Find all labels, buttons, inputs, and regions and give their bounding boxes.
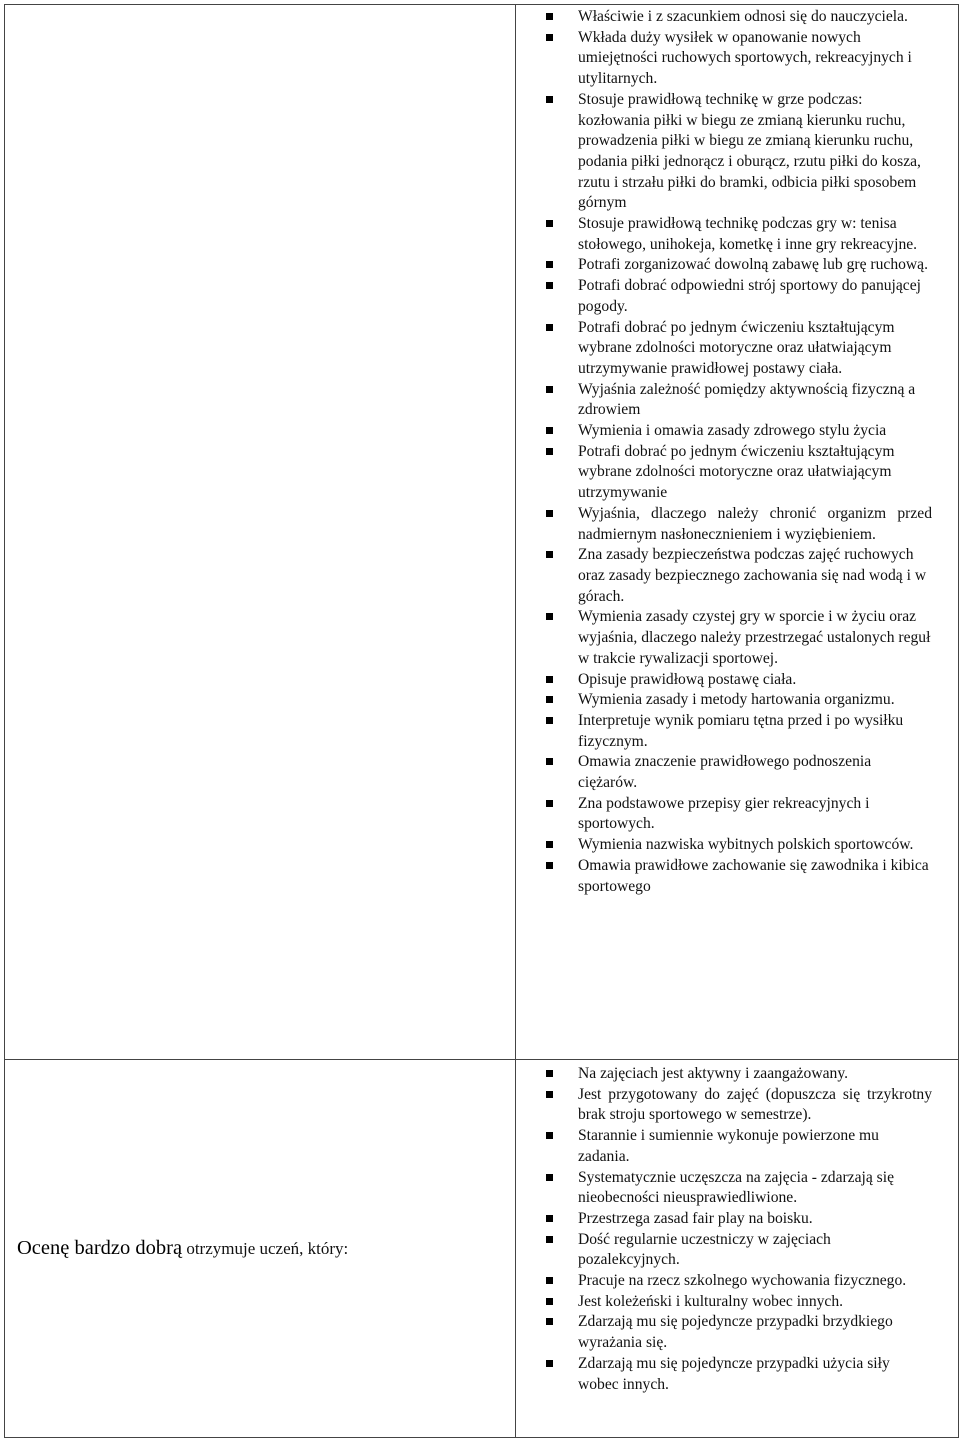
list-item: Potrafi dobrać po jednym ćwiczeniu kształtującym wybrane zdolności motoryczne oraz ułatwiającym utrzymywanie prawidłowej postawy ciała. <box>546 318 932 380</box>
list-item: Pracuje na rzecz szkolnego wychowania fizycznego. <box>546 1271 932 1292</box>
list-item: Wymienia zasady i metody hartowania organizmu. <box>546 690 932 711</box>
square-bullet-icon <box>546 862 553 869</box>
table-row <box>5 1060 959 1438</box>
square-bullet-icon <box>546 841 553 848</box>
square-bullet-icon <box>546 324 553 331</box>
list-item: Potrafi zorganizować dowolną zabawę lub grę ruchową. <box>546 255 932 276</box>
list-item: Dość regularnie uczestniczy w zajęciach pozalekcyjnych. <box>546 1230 932 1271</box>
grade-name: Ocenę bardzo dobrą <box>17 1237 183 1259</box>
grade-heading <box>5 1237 515 1260</box>
square-bullet-icon <box>546 448 553 455</box>
list-item: Zna zasady bezpieczeństwa podczas zajęć ruchowych oraz zasady bezpiecznego zachowania się nad wodą i w górach. <box>546 545 932 607</box>
square-bullet-icon <box>546 13 553 20</box>
list-item: Jest przygotowany do zajęć (dopuszcza się trzykrotny brak stroju sportowego w semestrze). <box>546 1085 932 1126</box>
list-item: Zdarzają mu się pojedyncze przypadki brzydkiego wyrażania się. <box>546 1312 932 1353</box>
criteria-cell <box>516 1060 959 1438</box>
criteria-list <box>516 5 958 897</box>
square-bullet-icon <box>546 1132 553 1139</box>
square-bullet-icon <box>546 1236 553 1243</box>
list-item: Wymienia nazwiska wybitnych polskich sportowców. <box>546 835 932 856</box>
square-bullet-icon <box>546 220 553 227</box>
square-bullet-icon <box>546 1091 553 1098</box>
square-bullet-icon <box>546 676 553 683</box>
list-item: Systematycznie uczęszcza na zajęcia - zdarzają się nieobecności nieusprawiedliwione. <box>546 1168 932 1209</box>
criteria-list <box>516 1060 958 1395</box>
square-bullet-icon <box>546 800 553 807</box>
list-item: Zna podstawowe przepisy gier rekreacyjnych i sportowych. <box>546 794 932 835</box>
list-item: Omawia prawidłowe zachowanie się zawodnika i kibica sportowego <box>546 856 932 897</box>
square-bullet-icon <box>546 1070 553 1077</box>
table-row <box>5 5 959 1060</box>
list-item: Wkłada duży wysiłek w opanowanie nowych umiejętności ruchowych sportowych, rekreacyjnych i utylitarnych. <box>546 28 932 90</box>
list-item: Wymienia zasady czystej gry w sporcie i w życiu oraz wyjaśnia, dlaczego należy przestrzegać ustalonych reguł w trakcie rywalizacji sportowej. <box>546 607 932 669</box>
square-bullet-icon <box>546 427 553 434</box>
square-bullet-icon <box>546 386 553 393</box>
criteria-cell <box>516 5 959 1060</box>
empty-left-cell <box>5 5 516 1060</box>
grading-criteria-table <box>4 4 959 1438</box>
square-bullet-icon <box>546 1174 553 1181</box>
square-bullet-icon <box>546 261 553 268</box>
list-item: Potrafi dobrać po jednym ćwiczeniu kształtującym wybrane zdolności motoryczne oraz ułatwiającym utrzymywanie <box>546 442 932 504</box>
list-item: Właściwie i z szacunkiem odnosi się do nauczyciela. <box>546 7 932 28</box>
square-bullet-icon <box>546 1318 553 1325</box>
list-item: Omawia znaczenie prawidłowego podnoszenia ciężarów. <box>546 752 932 793</box>
grade-description: otrzymuje uczeń, który: <box>182 1239 349 1258</box>
list-item: Potrafi dobrać odpowiedni strój sportowy do panującej pogody. <box>546 276 932 317</box>
list-item: Stosuje prawidłową technikę podczas gry w: tenisa stołowego, unihokeja, kometkę i inne gry rekreacyjne. <box>546 214 932 255</box>
square-bullet-icon <box>546 551 553 558</box>
list-item: Jest koleżeński i kulturalny wobec innych. <box>546 1292 932 1313</box>
square-bullet-icon <box>546 1215 553 1222</box>
square-bullet-icon <box>546 717 553 724</box>
list-item: Interpretuje wynik pomiaru tętna przed i po wysiłku fizycznym. <box>546 711 932 752</box>
square-bullet-icon <box>546 1360 553 1367</box>
list-item: Przestrzega zasad fair play na boisku. <box>546 1209 932 1230</box>
list-item: Opisuje prawidłową postawę ciała. <box>546 670 932 691</box>
list-item: Wyjaśnia zależność pomiędzy aktywnością fizyczną a zdrowiem <box>546 380 932 421</box>
square-bullet-icon <box>546 96 553 103</box>
square-bullet-icon <box>546 758 553 765</box>
square-bullet-icon <box>546 510 553 517</box>
list-item: Na zajęciach jest aktywny i zaangażowany. <box>546 1064 932 1085</box>
list-item: Starannie i sumiennie wykonuje powierzone mu zadania. <box>546 1126 932 1167</box>
square-bullet-icon <box>546 1277 553 1284</box>
list-item: Zdarzają mu się pojedyncze przypadki użycia siły wobec innych. <box>546 1354 932 1395</box>
list-item: Wymienia i omawia zasady zdrowego stylu życia <box>546 421 932 442</box>
square-bullet-icon <box>546 1298 553 1305</box>
list-item: Wyjaśnia, dlaczego należy chronić organizm przed nadmiernym nasłonecznieniem i wyziębieniem. <box>546 504 932 545</box>
list-item: Stosuje prawidłową technikę w grze podczas: kozłowania piłki w biegu ze zmianą kierunku ruchu, prowadzenia piłki w biegu ze zmianą kierunku ruchu, podania piłki jednorącz i oburącz, rzutu piłki do kosza, rzutu i strzału piłki do bramki, odbicia piłki sposobem górnym <box>546 90 932 214</box>
grade-label-cell <box>5 1060 516 1438</box>
square-bullet-icon <box>546 282 553 289</box>
square-bullet-icon <box>546 613 553 620</box>
square-bullet-icon <box>546 696 553 703</box>
square-bullet-icon <box>546 34 553 41</box>
